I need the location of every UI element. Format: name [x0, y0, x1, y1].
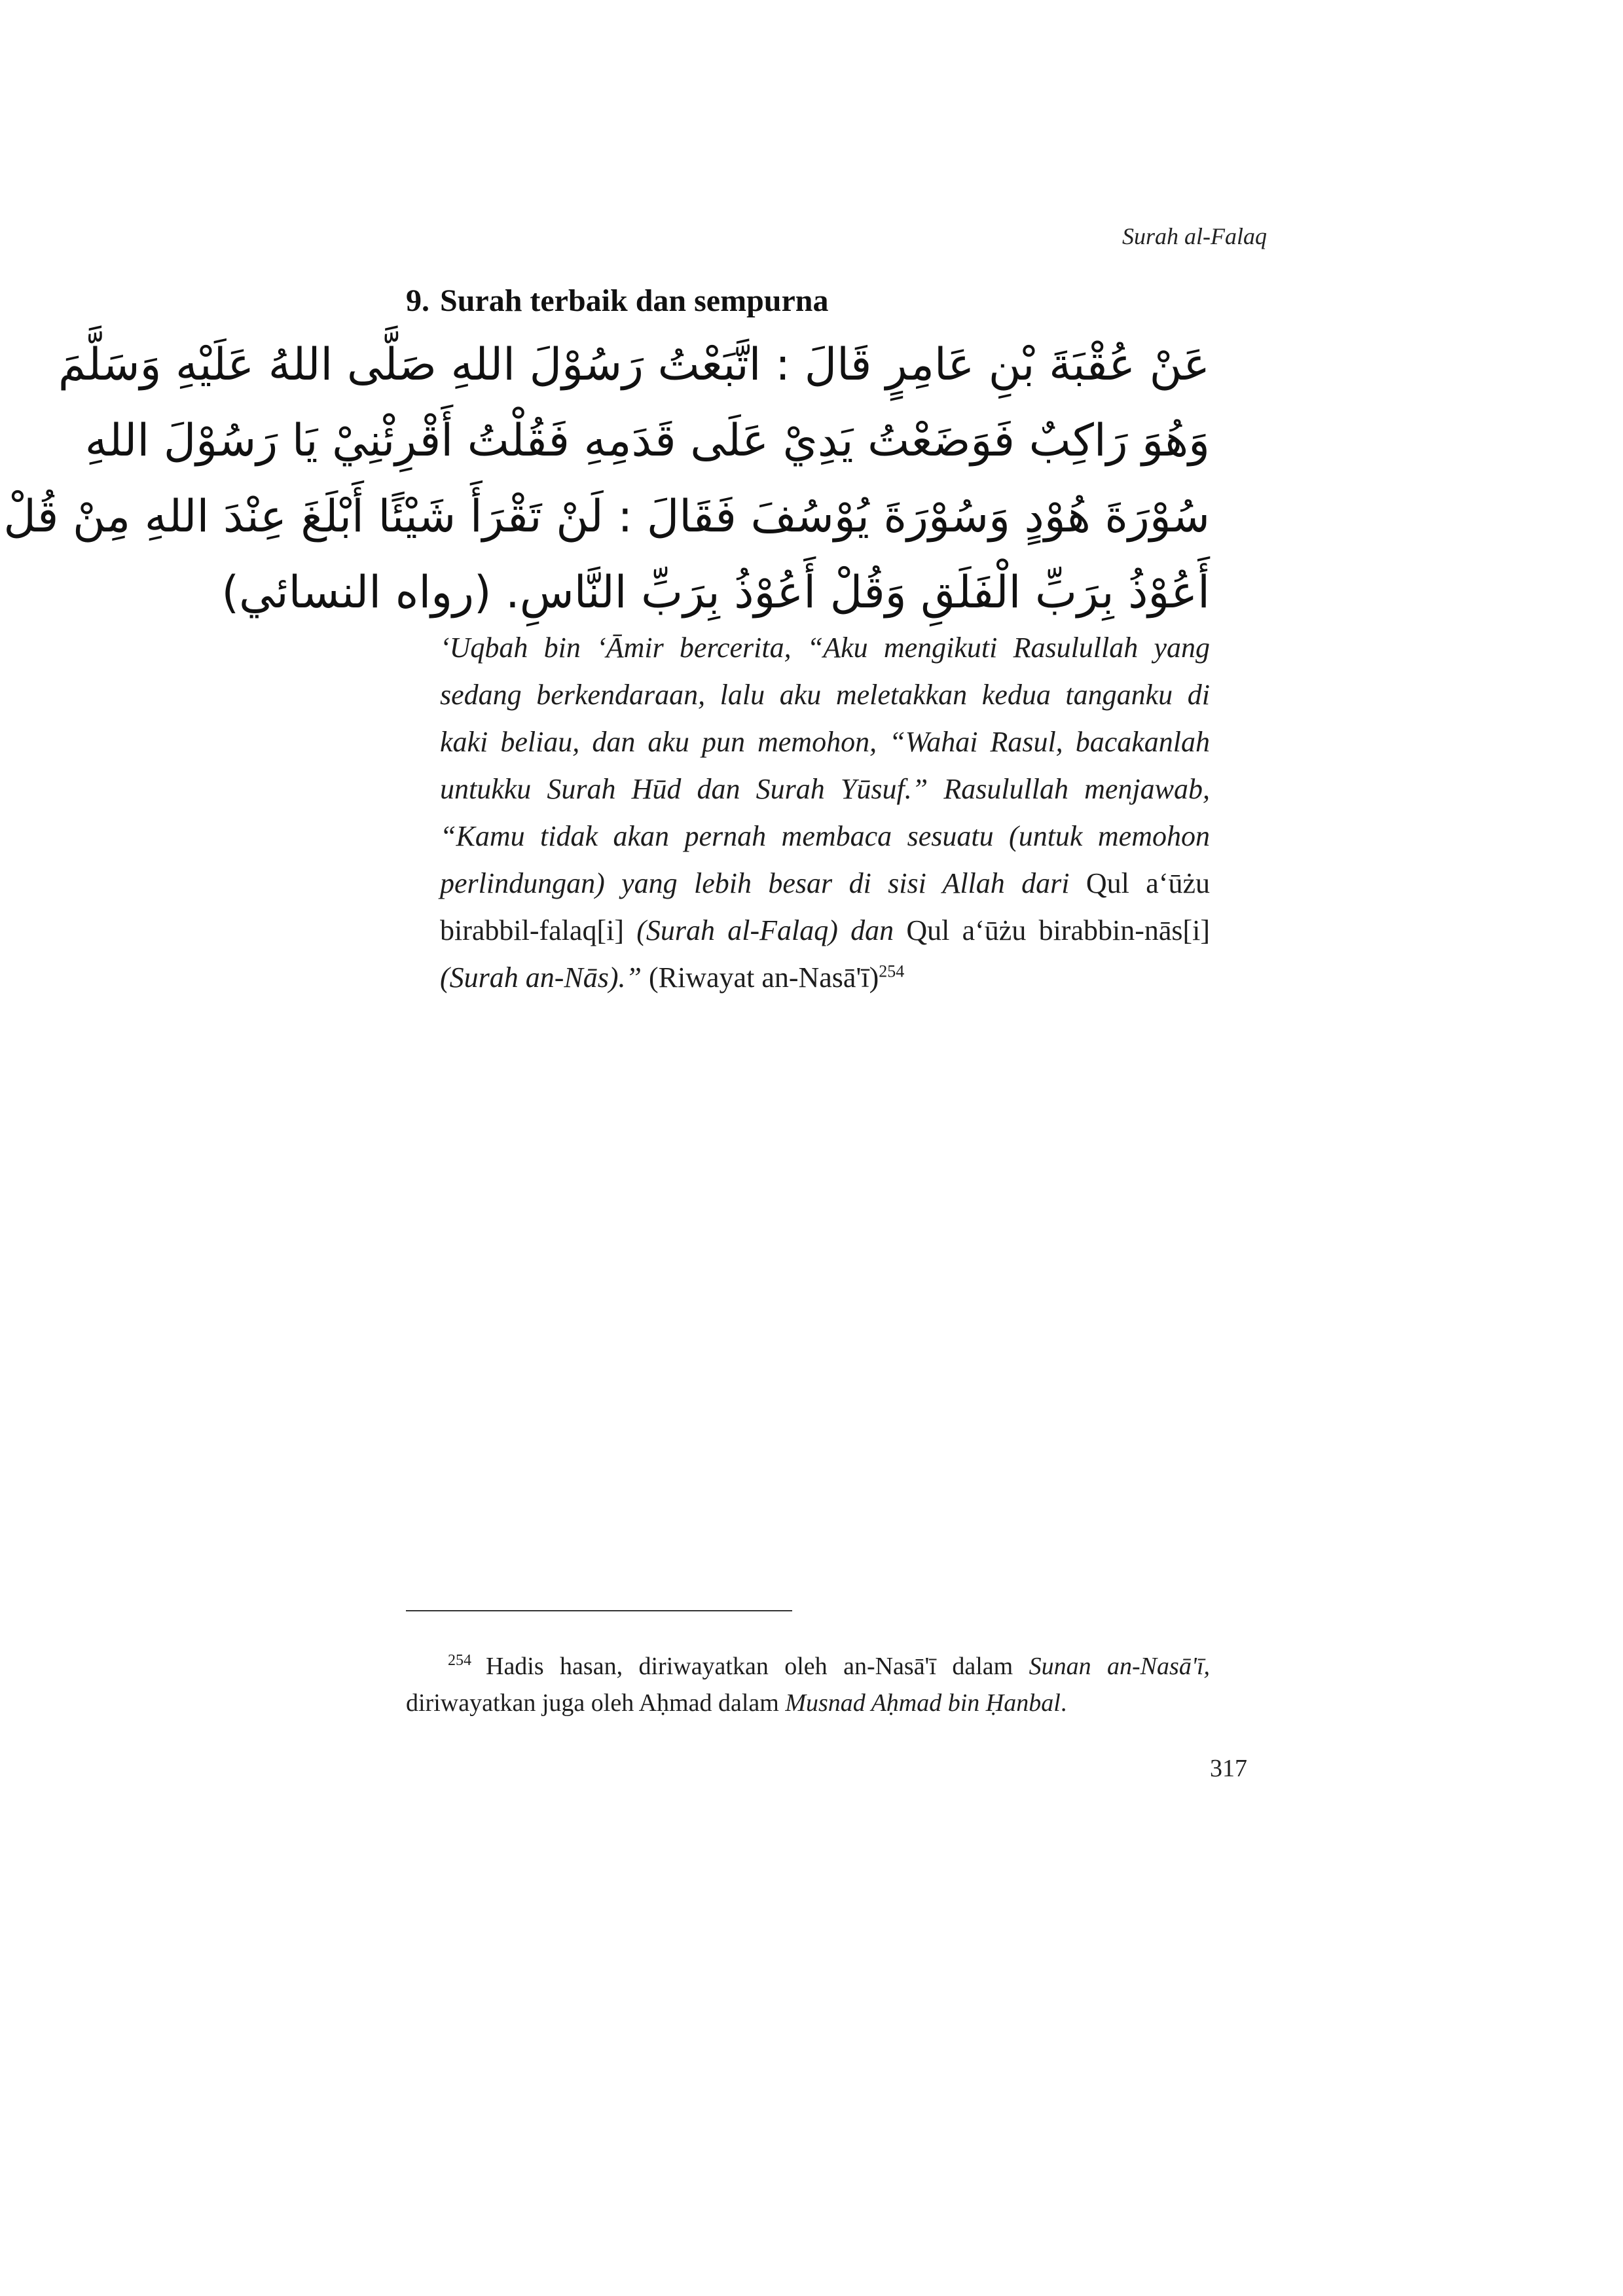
page-number: 317 — [1210, 1755, 1247, 1782]
footnote-period: . — [1060, 1689, 1067, 1717]
arabic-line: عَنْ عُقْبَةَ بْنِ عَامِرٍ قَالَ : اتَّبَعْتُ رَسُوْلَ اللهِ صَلَّى اللهُ عَلَيْهِ وَسَلَّمَ — [58, 339, 1210, 391]
footnote-divider — [406, 1610, 792, 1611]
section-heading — [406, 283, 828, 319]
arabic-line: وَهُوَ رَاكِبٌ فَوَضَعْتُ يَدِيْ عَلَى قَدَمِهِ فَقُلْتُ أَقْرِئْنِيْ يَا رَسُوْلَ اللهِ — [84, 415, 1210, 467]
footnote-book-title: Sunan an-Nasā'ī, — [1029, 1653, 1210, 1680]
footnote-number: 254 — [448, 1652, 471, 1670]
qul-falaq-transliteration: Qul a‘ūżu birabbil-falaq[i] — [440, 867, 1210, 946]
qul-nas-transliteration: Qul a‘ūżu birabbin-nās[i] — [906, 914, 1211, 946]
translation-text: ‘Uqbah bin ‘Āmir bercerita, “Aku mengikuti Rasulullah yang sedang berkendaraan, lalu aku meletakkan kedua tanganku di kaki beliau, dan aku pun memohon, “Wahai Rasul, bacakanlah untukku Surah Hūd dan Surah Yūsuf.” Rasulullah menjawab, “Kamu tidak akan pernah membaca sesuatu (untuk memohon perlindungan) yang lebih besar di sisi Allah dari — [440, 632, 1210, 899]
hadith-source: (Riwayat an-Nasā'ī) — [649, 961, 879, 994]
arabic-hadith-text — [3, 327, 1210, 631]
footnote-text: diriwayatkan juga oleh Aḥmad dalam — [406, 1689, 779, 1717]
arabic-line: سُوْرَةَ هُوْدٍ وَسُوْرَةَ يُوْسُفَ فَقَالَ : لَنْ تَقْرَأَ شَيْئًا أَبْلَغَ عِنْدَ اللهِ مِنْ قُلْ — [3, 491, 1210, 543]
arabic-line: أَعُوْذُ بِرَبِّ الْفَلَقِ وَقُلْ أَعُوْذُ بِرَبِّ النَّاسِ. (رواه النسائي) — [221, 567, 1210, 619]
surah-nas-name: (Surah an-Nās).” — [440, 961, 642, 994]
hadith-translation — [440, 624, 1210, 1001]
footnote — [406, 1648, 1210, 1721]
footnote-reference[interactable]: 254 — [879, 961, 905, 981]
conjunction: dan — [850, 914, 894, 946]
section-number: 9. — [406, 283, 429, 318]
footnote-text: Hadis hasan, diriwayatkan oleh an-Nasā'ī dalam — [486, 1653, 1013, 1680]
section-title: Surah terbaik dan sempurna — [440, 283, 829, 318]
running-head: Surah al-Falaq — [1122, 223, 1267, 249]
surah-falaq-name: (Surah al-Falaq) — [636, 914, 838, 946]
footnote-book-title: Musnad Aḥmad bin Ḥanbal — [785, 1689, 1061, 1717]
